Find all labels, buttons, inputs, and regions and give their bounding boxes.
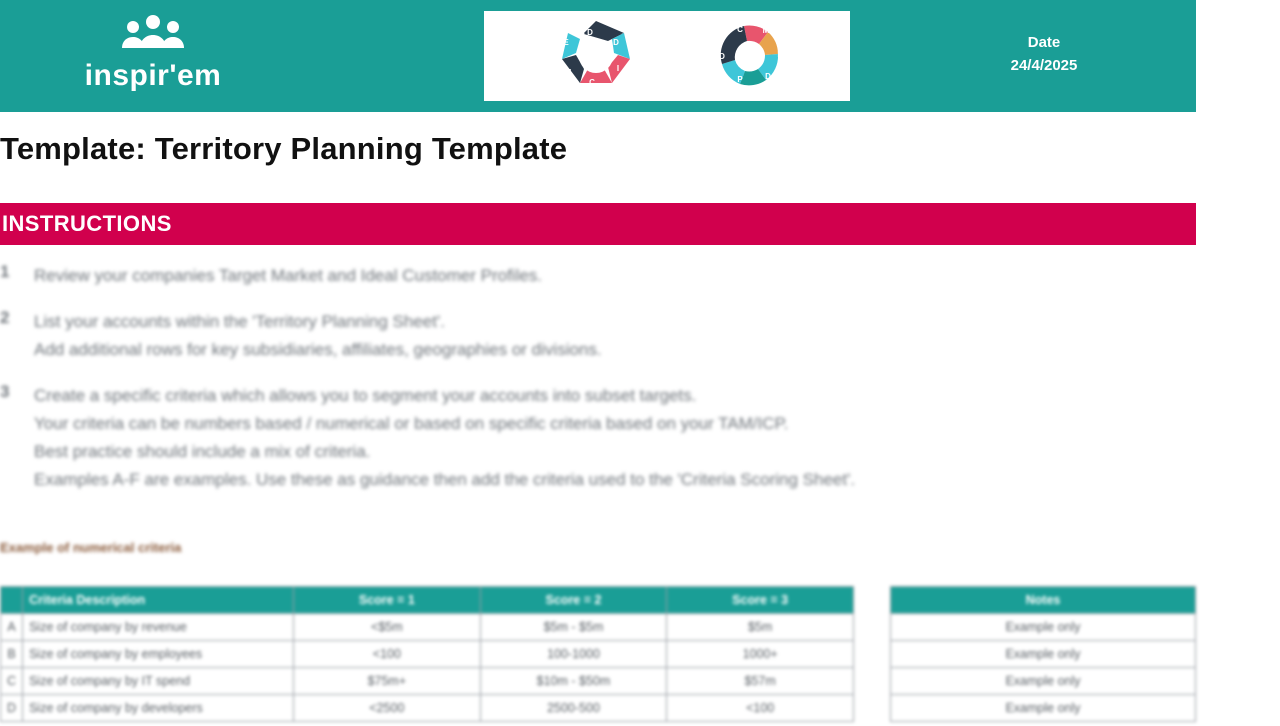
instruction-text (34, 308, 602, 364)
table-header-row (1, 587, 854, 614)
criteria-description: Size of company by developers (23, 695, 294, 722)
criteria-description: Size of company by IT spend (23, 668, 294, 695)
svg-text:D: D (613, 38, 619, 47)
score-2-cell: $5m - $5m (480, 614, 667, 641)
table-row (891, 614, 1196, 641)
list-item (0, 262, 1260, 290)
svg-text:D: D (719, 52, 725, 61)
instruction-line: Review your companies Target Market and Ideal Customer Profiles. (34, 266, 543, 285)
ring-logo-icon (698, 19, 802, 93)
logo-box (484, 11, 850, 101)
instruction-number: 2 (0, 308, 10, 328)
svg-text:D: D (587, 28, 593, 37)
instruction-line: Best practice should include a mix of criteria. (34, 442, 371, 462)
date-label: Date (1027, 34, 1061, 51)
score-1-cell: <$5m (294, 614, 481, 641)
criteria-description: Size of company by employees (23, 641, 294, 668)
notes-table (890, 586, 1196, 722)
date-value: 24/4/2025 (1010, 56, 1078, 74)
svg-text:C: C (737, 25, 743, 34)
criteria-description: Size of company by revenue (23, 614, 294, 641)
table-header-row (891, 587, 1196, 614)
people-group-icon (28, 14, 278, 57)
score-2-cell: 2500-500 (480, 695, 667, 722)
row-index: B (1, 641, 23, 668)
svg-text:E: E (777, 50, 783, 59)
hexagon-logo-icon (532, 19, 660, 93)
instructions-heading-bar (0, 203, 1196, 245)
table-row (1, 614, 854, 641)
brand-name: inspir'em (84, 59, 222, 92)
note-cell: Example only (891, 641, 1196, 668)
score-2-cell: $10m - $50m (480, 668, 667, 695)
numeric-criteria-note: Example of numerical criteria (0, 540, 182, 555)
score-2-cell: 100-1000 (480, 641, 667, 668)
note-cell: Example only (891, 668, 1196, 695)
column-header: Score = 2 (480, 587, 667, 614)
svg-text:M: M (762, 26, 770, 35)
list-item (0, 308, 1260, 364)
instruction-number: 3 (0, 382, 10, 402)
instruction-number: 1 (0, 262, 10, 281)
column-header: Score = 3 (667, 587, 854, 614)
score-3-cell: 1000+ (667, 641, 854, 668)
instruction-line: Create a specific criteria which allows you to segment your accounts into subset targets. (34, 386, 697, 406)
table-row (1, 695, 854, 722)
instruction-line: Your criteria can be numbers based / numerical or based on specific criteria based on your TAM/ICP. (34, 414, 789, 434)
svg-text:P: P (737, 75, 743, 84)
page-title: Template: Territory Planning Template (0, 131, 568, 166)
svg-text:I: I (616, 64, 620, 73)
instruction-line: Add additional rows for key subsidiaries, affiliates, geographies or divisions. (34, 340, 602, 360)
header-banner (0, 0, 1196, 112)
column-header: Criteria Description (23, 587, 294, 614)
instruction-line: List your accounts within the 'Territory Planning Sheet'. (34, 312, 445, 332)
instruction-line: Examples A-F are examples. Use these as guidance then add the criteria used to the 'Criteria Scoring Sheet'. (34, 470, 856, 490)
note-cell: Example only (891, 695, 1196, 722)
score-1-cell: <2500 (294, 695, 481, 722)
instruction-text (34, 382, 855, 494)
instructions-list (0, 262, 1260, 512)
table-row (1, 641, 854, 668)
score-1-cell: $75m+ (294, 668, 481, 695)
column-header: Notes (891, 587, 1196, 614)
score-3-cell: $57m (667, 668, 854, 695)
score-3-cell: <100 (667, 695, 854, 722)
note-cell: Example only (891, 614, 1196, 641)
instructions-heading: INSTRUCTIONS (2, 211, 172, 236)
table-row (891, 695, 1196, 722)
table-row (891, 641, 1196, 668)
date-block (930, 32, 1158, 77)
svg-text:E: E (563, 38, 569, 47)
score-1-cell: <100 (294, 641, 481, 668)
table-row (1, 668, 854, 695)
list-item (0, 382, 1260, 494)
column-header (1, 587, 23, 614)
svg-text:D: D (765, 72, 771, 81)
score-3-cell: $5m (667, 614, 854, 641)
svg-text:M: M (564, 68, 572, 77)
row-index: A (1, 614, 23, 641)
instruction-text (34, 262, 542, 290)
row-index: C (1, 668, 23, 695)
row-index: D (1, 695, 23, 722)
table-row (891, 668, 1196, 695)
column-header: Score = 1 (294, 587, 481, 614)
criteria-table (0, 586, 854, 722)
svg-text:C: C (589, 78, 595, 87)
brand-block (28, 14, 278, 92)
